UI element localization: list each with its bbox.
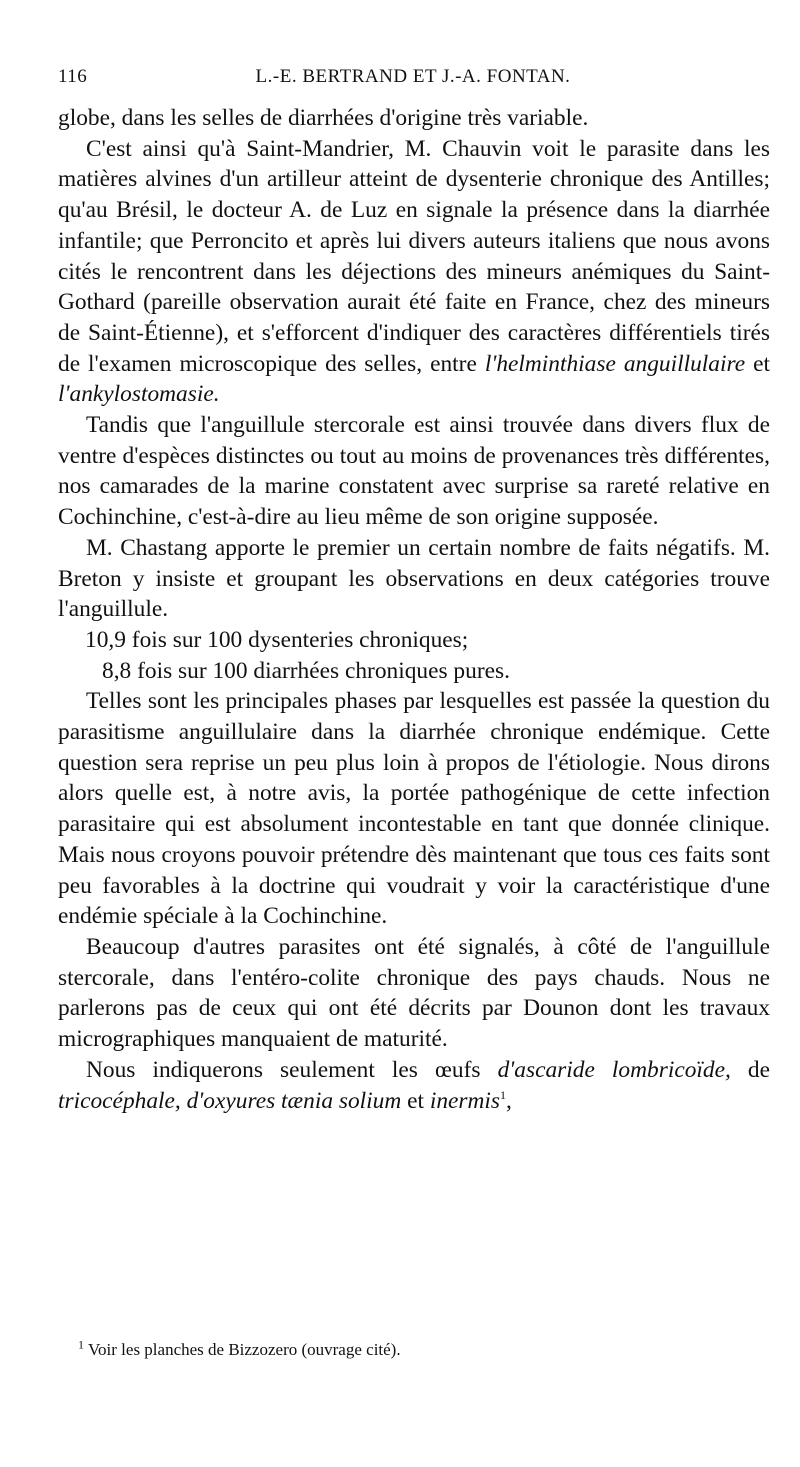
paragraph-telles: Telles sont les principales phases par lesquelles est passée la question du parasitisme anguillulaire dans la diarrhée chronique endémique. Cette question sera reprise un peu plus loin à propos de l'étiologie. Nous dirons alors quelle est, à notre avis, la portée pathogénique de cette infection parasitaire qui est absolument incontestable en tant que donnée clinique. Mais nous croyons pouvoir prétendre dès maintenant que tous ces faits sont peu favorables à la doctrine qui voudrait y voir la caractéristique d'une endémie spéciale à la Cochinchine. bbox=[58, 688, 770, 930]
paragraph-tandis: Tandis que l'anguillule stercorale est ainsi trouvée dans divers flux de ventre d'espèces distinctes ou tout au moins de provenances très différentes, nos camarades de la marine constatent avec surprise sa rareté relative en Cochinchine, c'est-à-dire au lieu même de son origine supposée. bbox=[58, 412, 770, 531]
footnote-reference: 1 bbox=[500, 1087, 507, 1102]
italic-term: l'helminthiase anguillulaire bbox=[484, 350, 746, 377]
paragraph-beaucoup: Beaucoup d'autres parasites ont été signalés, à côté de l'anguillule stercorale, dans l'entéro-colite chronique des pays chauds. Nous ne parlerons pas de ceux qui ont été décrits par Dounon dont les travaux micrographiques manquaient de maturité. bbox=[58, 933, 770, 1053]
running-title: L.-E. BERTRAND ET J.-A. FONTAN. bbox=[255, 66, 571, 87]
footnote-text: Voir les planches de Bizzozero (ouvrage cité). bbox=[87, 1340, 401, 1359]
paragraph-nous-indiquerons bbox=[58, 1055, 770, 1116]
body-text bbox=[58, 103, 770, 1116]
page-header bbox=[58, 66, 768, 96]
italic-term: d'ascaride lombricoïde, bbox=[497, 1056, 731, 1083]
punctuation: , bbox=[506, 1087, 512, 1114]
conjunction: et bbox=[753, 350, 770, 377]
paragraph-continuation: globe, dans les selles de diarrhées d'origine très variable. bbox=[58, 105, 589, 131]
paragraph-text: C'est ainsi qu'à Saint-Mandrier, M. Chauvin voit le parasite dans les matières alvines d'un artilleur atteint de dysenterie chronique des Antilles; qu'au Brésil, le docteur A. de Luz en signale la présence dans la diarrhée infantile; que Perroncito et après lui divers auteurs italiens que nous avons cités le rencontrent dans les déjections des mineurs anémiques du Saint-Gothard (pareille observation aurait été faite en France, chez des mineurs de Saint-Étienne), et s'efforcent d'indiquer des caractères différentiels tirés de l'examen microscopique des selles, entre bbox=[58, 135, 770, 377]
page-number: 116 bbox=[58, 66, 88, 87]
preposition: de bbox=[747, 1056, 770, 1083]
italic-term: tricocéphale, d'oxyures tænia solium bbox=[58, 1087, 402, 1114]
paragraph-chastang: M. Chastang apporte le premier un certain nombre de faits négatifs. M. Breton y insiste et groupant les observations en deux catégories trouve l'anguillule. bbox=[58, 534, 770, 623]
footnote-marker: 1 bbox=[78, 1337, 84, 1352]
statistic-line-dysenteries: 10,9 fois sur 100 dysenteries chroniques; bbox=[85, 626, 469, 653]
statistic-line-diarrhees: 8,8 fois sur 100 diarrhées chroniques pures. bbox=[102, 657, 510, 684]
conjunction: et bbox=[407, 1087, 424, 1114]
paragraph-text: Nous indiquerons seulement les œufs bbox=[86, 1056, 481, 1083]
italic-term: l'ankylostomasie. bbox=[58, 381, 220, 408]
italic-term: inermis bbox=[429, 1087, 501, 1114]
paragraph-chauvin bbox=[58, 134, 770, 410]
footnote bbox=[78, 1339, 768, 1361]
